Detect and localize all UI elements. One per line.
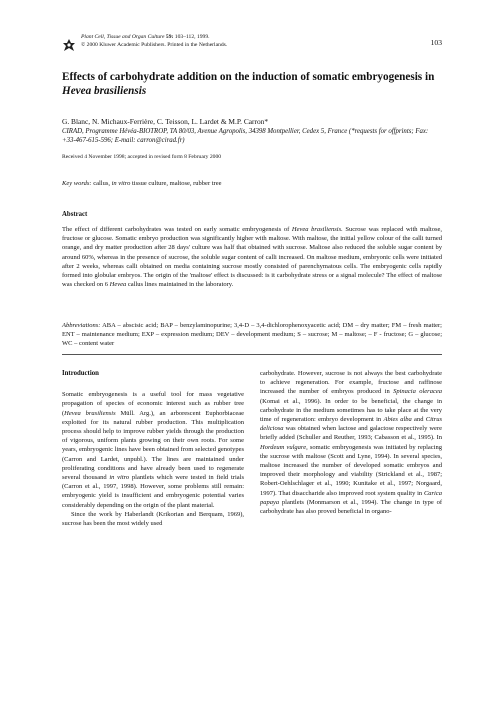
- abstract-species: Hevea brasiliensis.: [291, 226, 343, 233]
- article-title: [62, 71, 442, 98]
- title-species: Hevea brasiliensis: [62, 84, 147, 97]
- intro-text: plantlets (Monmarson et al., 1994). The change in type of carbohydrate has also proved beneficial in organo-: [260, 498, 442, 516]
- author-list: G. Blanc, N. Michaux-Ferrière, C. Teisson, L. Lardet & M.P. Carron*: [62, 117, 269, 126]
- abbreviations-text: ABA – abscisic acid; BAP – benzylaminopurine; 3,4-D – 3,4-dichlorophenoxyacetic acid; DM – dry matter; FM – fresh matter; ENT – maintenance medium; EXP – expression medium; DEV – development medium; S – sucrose; M – maltose; – F - fructose; G – glucose; WC – content water: [62, 322, 442, 348]
- journal-header: [81, 34, 341, 49]
- abstract-heading: Abstract: [62, 211, 88, 218]
- intro-text: carbohydrate. However, sucrose is not always the best carbohydrate to achieve regeneration. For example, fructose and raffinose increased the number of embryos produced in: [260, 370, 442, 396]
- intro-text: (Komai et al., 1996). In order to be beneficial, the change in carbohydrate in the medium sometimes has to take place at the very time of regeneration: embryo development in: [260, 397, 442, 424]
- intro-paragraph-3: [260, 369, 442, 516]
- copyright-line: © 2000 Kluwer Academic Publishers. Printed in the Netherlands.: [81, 41, 228, 48]
- intro-text: and: [411, 416, 426, 424]
- intro-invitro: in vitro: [109, 474, 130, 482]
- keywords-invitro: in vitro: [111, 180, 131, 187]
- abstract-text-1: The effect of different carbohydrates was tested on early somatic embryogenesis of: [62, 226, 292, 233]
- abstract-text-2: Sucrose was replaced with maltose, fructose or glucose. Somatic embryo production was significantly higher with maltose. With maltose, the initial yellow colour of the calli turned orange, and dry matter production after 28 days' culture was half that obtained with sucrose. Maltose also reduced the soluble sugar content by around 60%, whereas in the presence of sucrose, the soluble sugar content of calli increased. On maltose medium, embryonic cells were initiated after 2 weeks, whereas calli obtained on media containing sucrose mostly consisted of parenchymatous cells. The embryogenic cells rapidly formed into globular embryos. The origin of the 'maltose' effect is discussed: is it carbohydrate stress or a signal molecule? The effect of maltose was checked on 6: [62, 226, 442, 289]
- intro-right-column: [260, 369, 442, 516]
- intro-species: Carica papaya: [260, 489, 442, 506]
- keywords: [62, 180, 442, 189]
- title-text: Effects of carbohydrate addition on the induction of somatic embryogenesis in: [62, 71, 435, 83]
- affiliation: CIRAD, Programme Hévéa-BIOTROP, TA 80/03, Avenue Agropolis, 34398 Montpellier, Cedex 5, France (*requests for offprints; Fax: +33-467-615-596; E-mail: carron@cirad.fr): [62, 128, 429, 145]
- publisher-logo-icon: [62, 38, 76, 52]
- journal-pages: 103–112, 1999.: [174, 34, 210, 40]
- intro-species: Abies alba: [383, 416, 412, 424]
- abstract-body: [62, 225, 442, 289]
- abstract-species-2: Hevea: [109, 281, 127, 289]
- intro-text: , somatic embryogenesis was initiated by replacing the sucrose with maltose (Scott and Lyne, 1994). In several species, maltose increased the number of developed somatic embryos and improved their morphology and viability (Strickland et al., 1987; Robert-Oehlschlager et al., 1990; Kunitake et al., 1997; Norgaard, 1997). That disaccharide also improved root system quality in: [260, 443, 442, 497]
- intro-text: plantlets which were tested in field trials (Carron et al., 1997, 1998). However, some problems still remain: embryogenic yield is insufficient and embryogenic potential varies considerably depending on the origin of the plant material.: [62, 474, 244, 509]
- intro-species: Hordeum vulgare: [260, 443, 307, 451]
- abstract-text-3: callus lines maintained in the laboratory.: [126, 281, 234, 289]
- page-number: 103: [430, 38, 442, 47]
- journal-name: Plant Cell, Tissue and Organ Culture: [81, 34, 165, 40]
- intro-left-column: [62, 369, 244, 528]
- keywords-label: Key words:: [62, 180, 92, 187]
- intro-species: Hevea brasiliensis: [64, 409, 116, 417]
- abbreviations: [62, 321, 442, 349]
- intro-paragraph-1: [62, 390, 244, 510]
- intro-species: Citrus deliciosa: [260, 416, 442, 433]
- abbreviations-label: Abbreviations:: [62, 322, 101, 329]
- journal-volume: 59:: [165, 34, 174, 40]
- introduction-heading: Introduction: [62, 370, 99, 377]
- intro-paragraph-2: Since the work by Haberlandt (Krikorian and Berquam, 1969), sucrose has been the most widely used: [62, 510, 244, 528]
- intro-text: Somatic embryogenesis is a useful tool for mass vegetative propagation of species of economic interest such as rubber tree (: [62, 391, 244, 417]
- section-divider: [62, 354, 442, 355]
- intro-text: Müll. Arg.), an arborescent Euphorbiaceae exploited for its natural rubber production. This multiplication process should help to improve rubber yields through the production of vigorous, uniform plants growing on their own roots. For some years, embryogenic lines have been obtained from selected genotypes (Carron and Lardet, unpubl.). The lines are maintained under proliferating conditions and have already been used to regenerate several thousand: [62, 409, 244, 482]
- intro-species: Spinacia oleracea: [393, 388, 442, 396]
- keywords-text-2: tissue culture, maltose, rubber tree: [130, 180, 222, 187]
- received-date: Received 4 November 1998; accepted in revised form 8 February 2000: [62, 154, 222, 160]
- keywords-text: callus,: [91, 180, 112, 187]
- intro-text: was obtained when lactose and galactose respectively were briefly added (Schuller and Reuther, 1993; Cabasson et al., 1995). In: [260, 425, 442, 442]
